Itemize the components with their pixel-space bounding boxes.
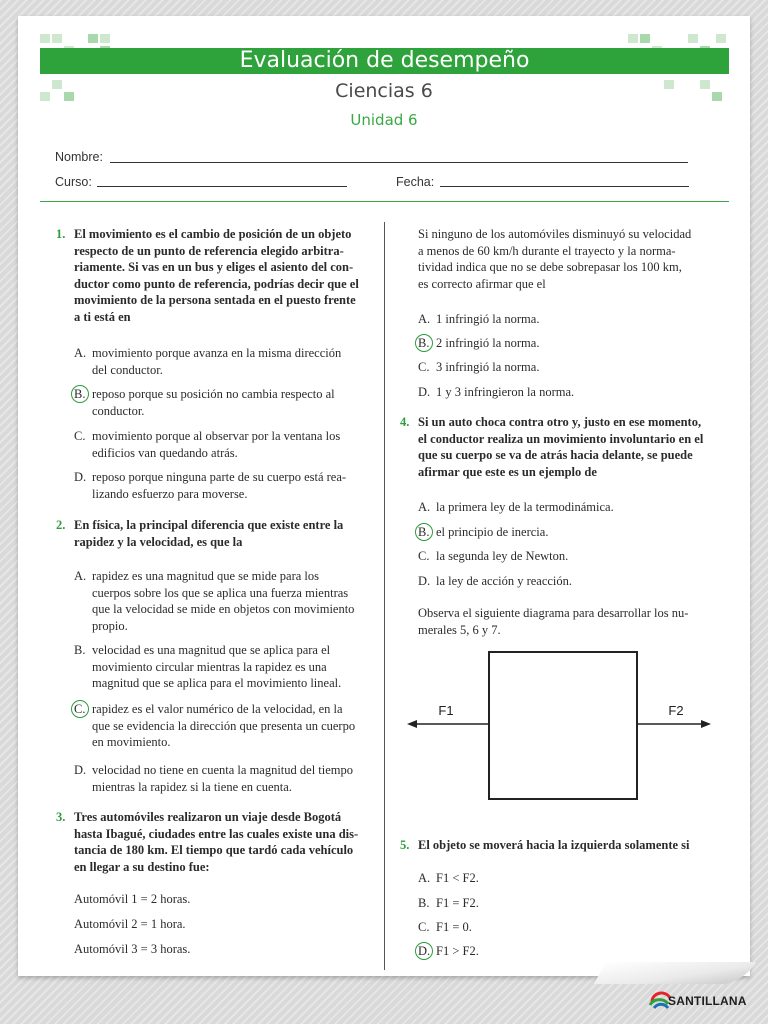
- option-letter: D.: [418, 385, 431, 399]
- q4-option-b[interactable]: B. el principio de inercia.: [418, 525, 549, 539]
- subject-title: Ciencias 6: [335, 80, 433, 102]
- course-field[interactable]: [97, 186, 347, 187]
- car-3-time: Automóvil 3 = 3 horas.: [74, 942, 191, 956]
- question-stem: Tres automóviles realizaron un viaje desde Bogotá hasta Ibagué, ciudades entre las cuales existe una dis- tancia de 180 km. El tiempo que tardó cada vehículo en llegar a su destino fue:: [74, 810, 359, 874]
- arrowhead-left: [407, 720, 417, 728]
- car-1-time: Automóvil 1 = 2 horas.: [74, 892, 191, 906]
- name-label: Nombre:: [55, 150, 103, 164]
- force-label-f1: F1: [438, 703, 454, 718]
- arrowhead-right: [701, 720, 711, 728]
- q3-option-c[interactable]: C. 3 infringió la norma.: [418, 360, 540, 374]
- q1-option-d[interactable]: D. reposo porque ninguna parte de su cuerpo está rea- lizando esfuerzo para moverse.: [74, 470, 347, 501]
- option-letter: D.: [74, 763, 87, 777]
- option-letter: D.: [74, 470, 87, 484]
- q3-option-a[interactable]: A. 1 infringió la norma.: [418, 312, 540, 326]
- option-letter: C.: [74, 429, 86, 443]
- question-5: [400, 837, 714, 854]
- option-letter: B.: [74, 643, 86, 657]
- name-field[interactable]: [110, 162, 688, 163]
- unit-title: Unidad 6: [350, 111, 418, 129]
- option-letter: C.: [418, 549, 430, 563]
- q1-option-a[interactable]: A. movimiento porque avanza en la misma dirección del conductor.: [74, 346, 342, 377]
- brand-name: SANTILLANA: [668, 994, 747, 1008]
- question-stem: Si un auto choca contra otro y, justo en ese momento, el conductor realiza un movimiento involuntario en el que su cuerpo se va de atrás hacia delante, se puede afirmar que este es un ejemplo de: [418, 415, 704, 479]
- option-letter-selected: B.: [74, 386, 92, 403]
- question-number: 3.: [56, 810, 66, 824]
- force-diagram: [400, 645, 720, 805]
- q3-option-d[interactable]: D. 1 y 3 infringieron la norma.: [418, 385, 575, 399]
- option-letter-selected: C.: [74, 701, 92, 718]
- q1-option-c[interactable]: C. movimiento porque al observar por la ventana los edificios van quedando atrás.: [74, 429, 341, 460]
- q4-option-a[interactable]: A. la primera ley de la termodinámica.: [418, 500, 614, 514]
- question-1: [56, 226, 370, 325]
- question-3-continuation: Si ninguno de los automóviles disminuyó su velocidad a menos de 60 km/h durante el trayecto y la norma- tividad indica que no se debe sobrepasar los 100 km, es correcto afirmar que el: [418, 227, 692, 291]
- page-curl: [594, 962, 757, 984]
- question-number: 2.: [56, 518, 66, 532]
- question-stem: El movimiento es el cambio de posición de un objeto respecto de un punto de referencia elegido arbitra- riamente. Si vas en un bus y eliges el asiento del con- ductor como punto de referencia, podrías decir que el movimiento de la persona sentada en el puesto frente a ti está en: [74, 227, 359, 324]
- question-3: [56, 809, 370, 875]
- question-stem: El objeto se moverá hacia la izquierda solamente si: [418, 838, 690, 852]
- question-stem: En física, la principal diferencia que existe entre la rapidez y la velocidad, es que la: [74, 518, 344, 549]
- question-number: 1.: [56, 227, 66, 241]
- question-number: 5.: [400, 838, 410, 852]
- date-field[interactable]: [440, 186, 689, 187]
- q5-option-c[interactable]: C. F1 = 0.: [418, 920, 472, 934]
- option-letter: A.: [418, 500, 431, 514]
- column-divider: [384, 222, 385, 970]
- option-letter: C.: [418, 360, 430, 374]
- question-2: [56, 517, 370, 550]
- question-4: [400, 414, 714, 480]
- q3-option-b[interactable]: B. 2 infringió la norma.: [418, 336, 540, 350]
- option-letter: B.: [418, 896, 430, 910]
- page-title: Evaluación de desempeño: [239, 48, 530, 73]
- option-letter-selected: B.: [418, 335, 436, 352]
- q1-option-b[interactable]: B. reposo porque su posición no cambia respecto al conductor.: [74, 387, 335, 418]
- option-letter: A.: [74, 346, 87, 360]
- option-letter: A.: [418, 871, 431, 885]
- option-letter-selected: D.: [418, 943, 436, 960]
- q4-option-d[interactable]: D. la ley de acción y reacción.: [418, 574, 573, 588]
- option-letter: C.: [418, 920, 430, 934]
- object-box: [489, 652, 637, 799]
- option-letter: A.: [418, 312, 431, 326]
- header-divider: [40, 201, 729, 202]
- force-label-f2: F2: [668, 703, 684, 718]
- diagram-intro: Observa el siguiente diagrama para desarrollar los nu- merales 5, 6 y 7.: [418, 606, 689, 637]
- q2-option-d[interactable]: D. velocidad no tiene en cuenta la magnitud del tiempo mientras la rapidez si la tiene en cuenta.: [74, 763, 354, 794]
- option-letter: D.: [418, 574, 431, 588]
- q2-option-c[interactable]: C. rapidez es el valor numérico de la velocidad, en la que se evidencia la dirección que presenta un cuerpo en movimiento.: [74, 702, 356, 749]
- option-letter-selected: B.: [418, 524, 436, 541]
- q5-option-b[interactable]: B. F1 = F2.: [418, 896, 479, 910]
- q4-option-c[interactable]: C. la segunda ley de Newton.: [418, 549, 569, 563]
- q2-option-a[interactable]: A. rapidez es una magnitud que se mide para los cuerpos sobre los que se aplica una fuerza mientras que la velocidad se mide en objetos con movimiento propio.: [74, 569, 355, 633]
- q2-option-b[interactable]: B. velocidad es una magnitud que se aplica para el movimiento circular mientras la rapidez es una magnitud que se aplica para el movimiento lineal.: [74, 643, 342, 690]
- option-letter: A.: [74, 569, 87, 583]
- date-label: Fecha:: [396, 175, 435, 189]
- q5-option-d[interactable]: D. F1 > F2.: [418, 944, 479, 958]
- car-2-time: Automóvil 2 = 1 hora.: [74, 917, 186, 931]
- course-label: Curso:: [55, 175, 92, 189]
- q5-option-a[interactable]: A. F1 < F2.: [418, 871, 479, 885]
- question-number: 4.: [400, 415, 410, 429]
